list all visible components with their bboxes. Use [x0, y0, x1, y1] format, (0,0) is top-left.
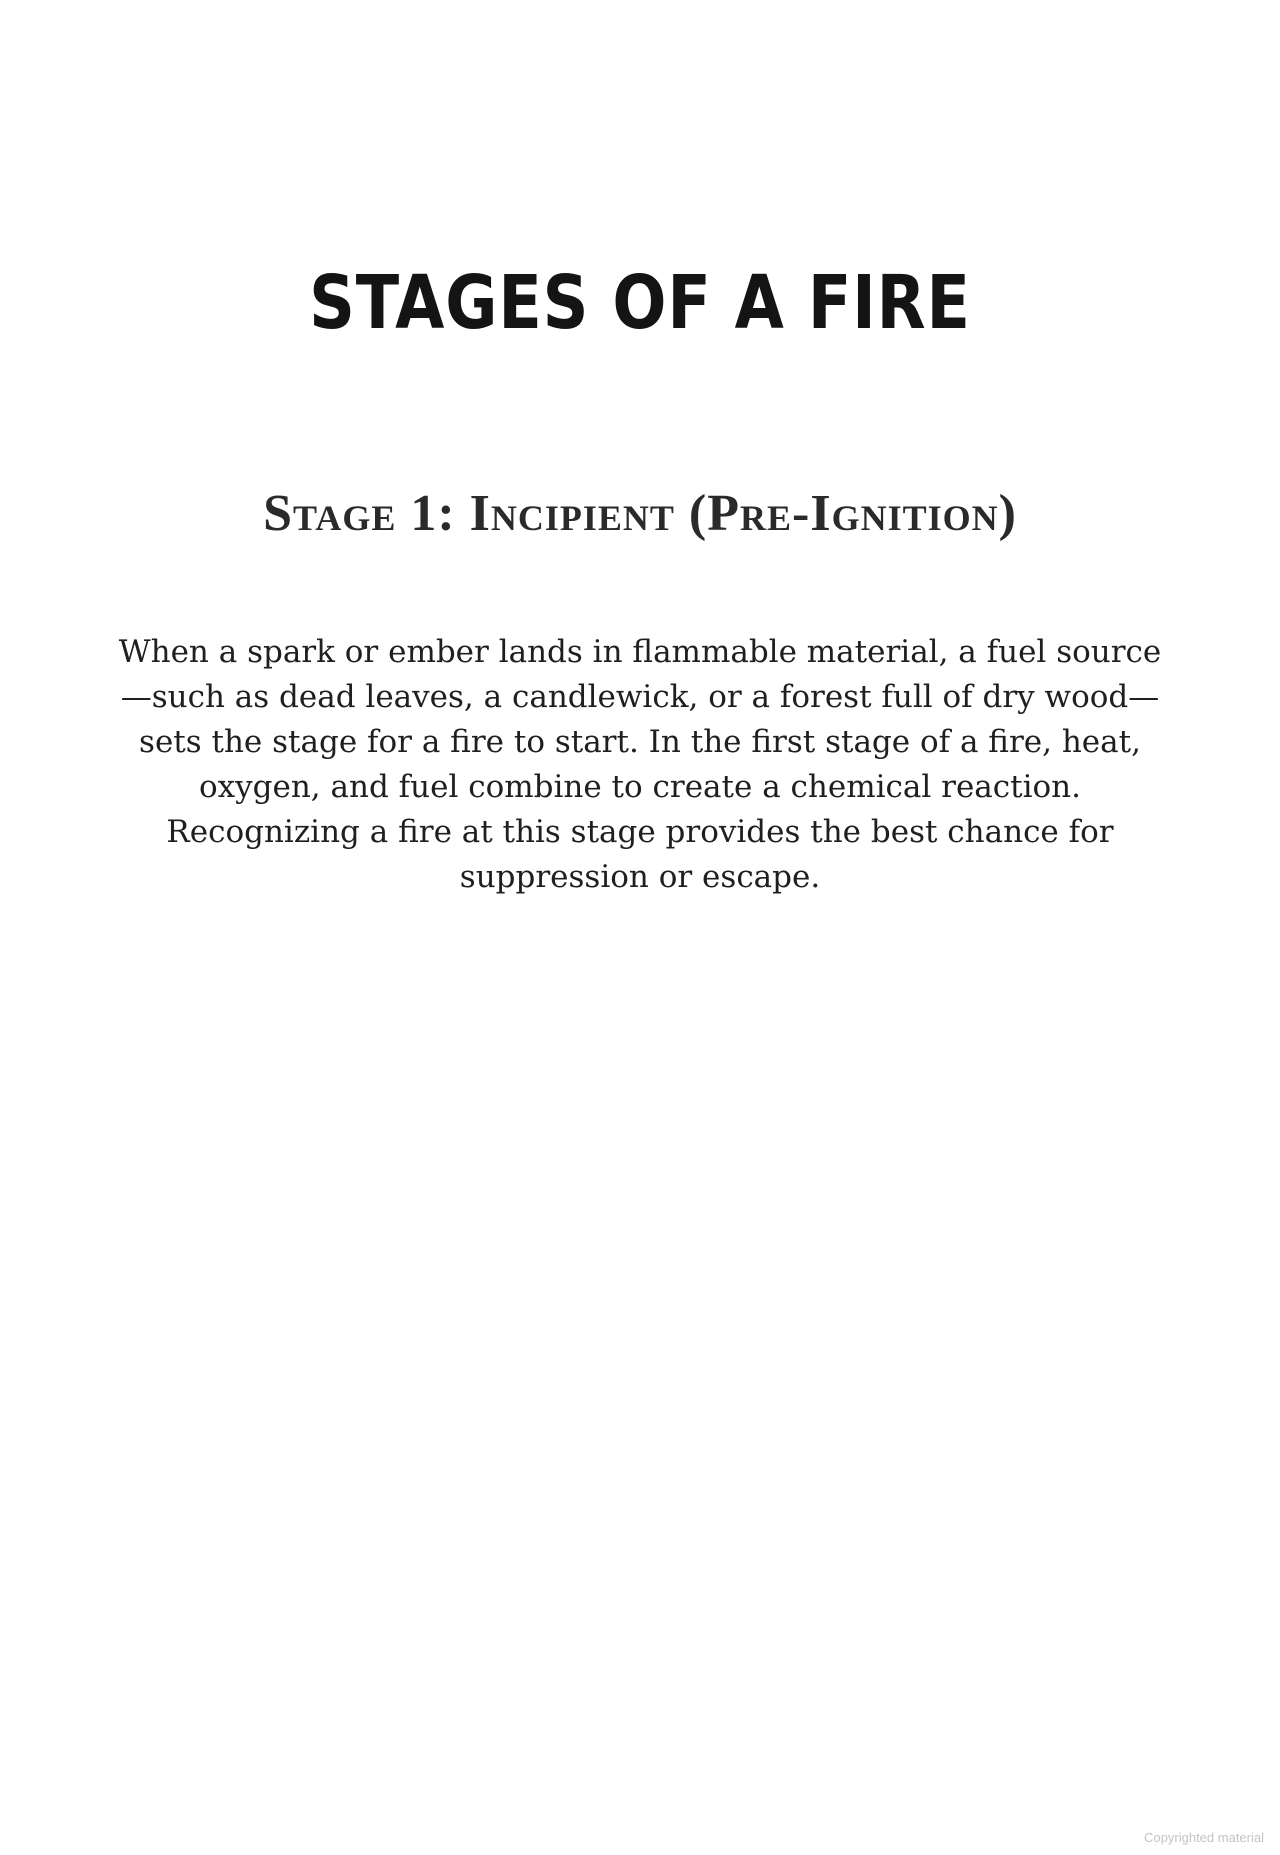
section-heading: Stage 1: Incipient (Pre-Ignition) — [263, 485, 1017, 542]
copyright-watermark: Copyrighted material — [1144, 1830, 1264, 1845]
chapter-title: STAGES OF A FIRE — [309, 260, 971, 346]
body-paragraph: When a spark or ember lands in flammable material, a fuel source—such as dead leaves, a candlewick, or a forest full of dry wood—sets the stage for a fire to start. In the first stage of a fire, heat, oxygen, and fuel combine to create a chemical reaction. Recognizing a fire at this stage provides the best chance for suppression or escape. — [118, 634, 1162, 895]
